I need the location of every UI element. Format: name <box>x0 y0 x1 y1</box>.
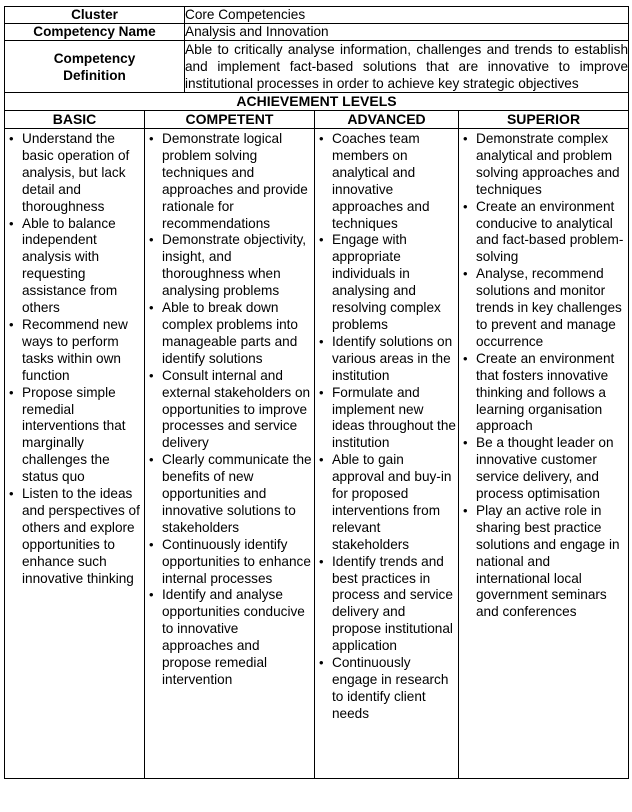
bullet-icon: • <box>9 215 14 231</box>
level-title-advanced: ADVANCED <box>315 111 459 129</box>
superior-list <box>459 129 628 621</box>
cluster-value: Core Competencies <box>185 7 629 24</box>
bullet-icon: • <box>149 536 154 552</box>
list-item <box>9 385 142 486</box>
basic-list <box>5 129 144 587</box>
list-item-text: Create an environment conducive to analytical and fact-based problem-solving <box>476 198 624 265</box>
list-item <box>463 266 626 351</box>
list-item-text: Able to balance independent analysis with requesting assistance from others <box>22 215 118 316</box>
list-item-text: Create an environment that fosters innovative thinking and follows a learning organisation approach <box>476 350 615 434</box>
bullet-icon: • <box>149 587 154 603</box>
list-item-text: Clearly communicate the benefits of new opportunities and innovative solutions to stakeholders <box>162 452 312 535</box>
list-item-text: Able to gain approval and buy-in for proposed interventions from relevant stakeholders <box>332 452 452 552</box>
list-item-text: Continuously engage in research to identify client needs <box>332 655 449 721</box>
bullet-icon: • <box>463 350 468 366</box>
bullet-icon: • <box>149 300 154 316</box>
list-item-text: Identify and analyse opportunities conducive to innovative approaches and propose remedial intervention <box>162 587 305 687</box>
list-item <box>463 199 626 267</box>
achievement-levels-title: ACHIEVEMENT LEVELS <box>5 93 629 111</box>
list-item <box>149 131 312 232</box>
competency-definition-value: Able to critically analyse information, challenges and trends to establish and implement fact-based solutions that are innovative to improve institutional processes in order to achieve key strategic objectives <box>185 42 629 91</box>
competency-name-value: Analysis and Innovation <box>185 24 629 41</box>
bullet-icon: • <box>149 452 154 468</box>
level-title-competent: COMPETENT <box>145 111 315 129</box>
competency-table <box>4 6 629 779</box>
list-item <box>463 503 626 621</box>
bullet-icon: • <box>9 384 14 400</box>
list-item <box>149 232 312 300</box>
bullet-icon: • <box>463 502 468 518</box>
list-item-text: Continuously identify opportunities to enhance internal processes <box>162 536 311 586</box>
list-item-text: Consult internal and external stakeholders on opportunities to improve processes and service delivery <box>162 367 311 451</box>
competent-list <box>145 129 314 689</box>
list-item <box>9 317 142 385</box>
list-item <box>9 216 142 317</box>
bullet-icon: • <box>9 316 14 332</box>
advanced-items-cell <box>315 129 459 779</box>
list-item-text: Demonstrate logical problem solving techniques and approaches and provide rationale for recommendations <box>162 131 308 231</box>
list-item <box>9 131 142 216</box>
cluster-row <box>5 7 629 24</box>
list-item <box>149 587 312 688</box>
advanced-list <box>315 129 458 723</box>
bullet-icon: • <box>149 232 154 248</box>
list-item-text: Analyse, recommend solutions and monitor trends in key challenges to prevent and manage occurrence <box>476 266 622 349</box>
list-item-text: Recommend new ways to perform tasks within own function <box>22 316 128 383</box>
bullet-icon: • <box>319 333 324 349</box>
list-item <box>319 385 456 453</box>
achievement-levels-row <box>5 93 629 111</box>
list-item-text: Play an active role in sharing best practice solutions and engage in national and international local government seminars and conferences <box>476 502 620 620</box>
bullet-icon: • <box>463 198 468 214</box>
list-item <box>149 537 312 588</box>
bullet-icon: • <box>463 435 468 451</box>
list-item <box>319 334 456 385</box>
list-item-text: Engage with appropriate individuals in analysing and resolving complex problems <box>332 232 441 332</box>
level-title-superior: SUPERIOR <box>459 111 629 129</box>
basic-items-cell <box>5 129 145 779</box>
list-item-text: Identify solutions on various areas in the institution <box>332 333 453 383</box>
list-item <box>319 554 456 655</box>
level-titles-row <box>5 111 629 129</box>
level-title-basic: BASIC <box>5 111 145 129</box>
list-item-text: Identify trends and best practices in process and service delivery and propose institutional application <box>332 553 453 654</box>
list-item-text: Propose simple remedial interventions that marginally challenges the status quo <box>22 384 126 485</box>
definition-label-line2: Definition <box>63 67 126 83</box>
cluster-label: Cluster <box>5 7 185 24</box>
list-item <box>149 368 312 453</box>
bullet-icon: • <box>463 131 468 146</box>
list-item <box>149 452 312 537</box>
superior-items-cell <box>459 129 629 779</box>
bullet-icon: • <box>319 655 324 671</box>
bullet-icon: • <box>319 232 324 248</box>
list-item <box>463 131 626 199</box>
bullet-icon: • <box>319 553 324 569</box>
list-item-text: Demonstrate objectivity, insight, and thoroughness when analysing problems <box>162 232 307 299</box>
bullet-icon: • <box>319 131 324 146</box>
competent-items-cell <box>145 129 315 779</box>
list-item <box>319 232 456 333</box>
bullet-icon: • <box>319 384 324 400</box>
bullet-icon: • <box>149 131 154 146</box>
list-item <box>319 131 456 232</box>
list-item-text: Be a thought leader on innovative customer service delivery, and process optimisation <box>476 435 614 502</box>
list-item-text: Demonstrate complex analytical and problem solving approaches and techniques <box>476 131 620 197</box>
list-item-text: Listen to the ideas and perspectives of others and explore opportunities to enhance such innovative thinking <box>22 486 140 586</box>
list-item <box>463 435 626 503</box>
level-items-row <box>5 129 629 779</box>
list-item-text: Formulate and implement new ideas throughout the institution <box>332 384 456 451</box>
list-item-text: Coaches team members on analytical and innovative approaches and techniques <box>332 131 430 231</box>
list-item <box>149 300 312 368</box>
competency-name-row <box>5 24 629 41</box>
definition-label-line1: Competency <box>53 50 136 66</box>
bullet-icon: • <box>319 452 324 468</box>
list-item <box>319 655 456 723</box>
bullet-icon: • <box>9 486 14 502</box>
list-item-text: Able to break down complex problems into manageable parts and identify solutions <box>162 300 298 366</box>
bullet-icon: • <box>9 131 14 146</box>
list-item-text: Understand the basic operation of analysis, but lack detail and thoroughness <box>22 131 130 214</box>
competency-name-label: Competency Name <box>5 24 185 41</box>
competency-definition-row <box>5 41 629 93</box>
bullet-icon: • <box>463 266 468 282</box>
list-item <box>319 452 456 553</box>
competency-definition-label <box>5 41 185 93</box>
bullet-icon: • <box>149 367 154 383</box>
list-item <box>9 486 142 587</box>
list-item <box>463 351 626 436</box>
